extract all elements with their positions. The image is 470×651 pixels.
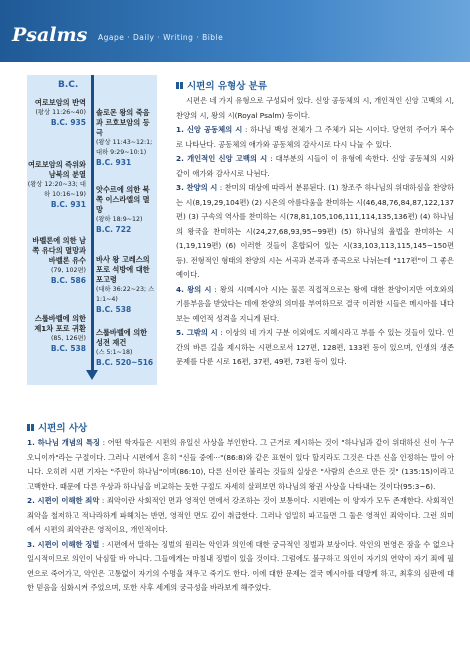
list-item: 3. 찬양의 시 : 찬미의 대상에 따라서 분류된다. (1) 창조주 하나님의 위대하심을 찬양하는 시(8,19,29,104편) (2) 시온의 아름다움을 찬미하는 시(46,48,76,84,87,122,137편) (3) 구속의 역사를 찬미하는 시(78,81,105,106,111,114,135,136편) (4) 하나님의 왕국을 찬미하는 시(24,27,68,93,95~99편) (5) 하나님의 율법을 찬미하는 시(1,19,119편) (6) 이러한 것들이 혼합되어 있는 시(33,103,113,115,145~150편 등). 전형적인 형태의 찬양의 시는 서곡과 본곡과 종곡으로 나뉘는데 "117편"이 그 좋은 예이다. (176, 183, 454, 279)
list-item: 2. 시편이 이해한 죄악 : 죄악이란 사회적인 면과 영적인 면에서 강조하는 것이 보통이다. 시편에는 이 양자가 모두 존재한다. 사회적인 죄악을 철저하고 적나라하게 파헤치는 반면, 영적인 면도 깊이 취급한다. 그러나 엄밀히 파고들면 그 둘은 영적인 죄악이다. 그런 의미에서 시편의 죄악관은 영적이요, 개인적이다. (27, 496, 454, 534)
page-header (0, 0, 470, 62)
section-marker-icon (176, 82, 183, 89)
timeline-era-label: B.C. (58, 80, 79, 90)
section-marker-icon (27, 424, 34, 431)
timeline-event: 바벨론에 의한 남쪽 유다의 멸망과 바벨론 유수 (79, 102편) B.C. 586 (32, 236, 86, 285)
list-item: 1. 신앙 공동체의 시 : 하나님 백성 전체가 그 주체가 되는 시이다. 당연히 주어가 복수로 나타난다. 공동체의 애가와 공동체의 감사시로 다시 나눌 수 있다. (176, 125, 455, 149)
header-tagline: Agape · Daily · Writing · Bible (98, 33, 224, 42)
list-item: 2. 개인적인 신앙 고백의 시 : 대부분의 시들이 이 유형에 속한다. 신앙 공동체의 시와 같이 애가와 감사시로 나뉜다. (176, 154, 454, 178)
list-item: 1. 하나님 개념의 특징 : 어떤 학자들은 시편의 유일신 사상을 부인한다. 그 근거로 제시하는 것이 "하나님과 같이 위대하신 신이 누구오니이까"라는 구절이다. 그러나 시편에서 흔히 "신들 중에···"(86:8)와 같은 표현이 있다 할지라도 그것은 다른 신을 인정하는 말이 아니다. 오히려 시편 기자는 "주만이 하나님"이며(86:10), 다른 신이란 불리는 것들의 실상은 "사람의 손으로 만든 것" (135:15)이라고 고백한다. 때문에 다른 우상과 하나님을 비교하는 듯한 구절도 자세히 살펴보면 하나님의 왕권 사상을 나타내는 것이다(95:3~6). (27, 438, 454, 491)
timeline-event: 앗수르에 의한 북쪽 이스라엘의 멸망 (왕하 18:9~12) B.C. 722 (96, 185, 150, 234)
section-body (176, 94, 454, 370)
timeline-event: 바사 왕 고레스의 포로 석방에 대한 포고령 (대하 36:22~23; 스 1:1~4) B.C. 538 (96, 255, 155, 314)
section-heading: 시편의 사상 (27, 420, 87, 434)
timeline-event: 스룹바벨에 의한 성전 재건 (스 5:1~18) B.C. 520~516 (96, 328, 154, 367)
list-item: 4. 왕의 시 : 왕의 시(메시아 시)는 물론 직접적으로는 왕에 대한 찬양이지만 여호와의 기름부음을 받았다는 데에 찬양의 의미를 부여하므로 결국 이러한 시들은 메시아를 내다보는 예언적 성격을 지니게 된다. (176, 284, 454, 323)
timeline-arrow-icon (86, 370, 98, 380)
intro-paragraph: 시편은 네 가지 유형으로 구성되어 있다. 신앙 공동체의 시, 개인적인 신앙 고백의 시, 찬양의 시, 왕의 시(Royal Psalm) 등이다. (176, 96, 454, 120)
timeline-event: 여로보암의 반역 (왕상 11:26~40) B.C. 935 (34, 98, 86, 127)
section-body (27, 436, 454, 596)
timeline-event: 솔로몬 왕의 죽음과 르호보암의 등극 (왕상 11:43~12:1; 대하 9:29~10:1) B.C. 931 (96, 108, 153, 167)
list-item: 3. 시편이 이해한 징벌 : 시편에서 말하는 징벌의 원리는 악인과 의인에 대한 궁극적인 징벌과 보상이다. 악인의 번영은 잠을 수 없으나 일시적이므로 의인이 낙심할 바 아니다. 그들에게는 마침내 징벌이 있을 것이다. 그럼에도 불구하고 의인이 자기의 연약이 자기 죄에 필연으로 죽어가고, 악인은 고통없이 자기의 수명을 채우고 죽기도 한다. 이에 대한 문제는 결국 메시아를 대망케 하고, 최후의 심판에 대한 믿음을 심화시켜 주었으며, 또한 사후 세계의 궁극성을 바라보게 해주었다. (27, 539, 454, 592)
section-heading: 시편의 유형상 분류 (176, 78, 267, 92)
book-title: Psalms (12, 24, 88, 46)
list-item: 5. 그밖의 시 : 이상의 네 가지 구분 이외에도 지혜시라고 부를 수 있는 것들이 있다. 인간의 바른 길을 제시하는 시편으로서 127편, 128편, 133편 등이 있으며, 인생의 생존 문제를 다룬 시로 16편, 37편, 49편, 73편 등이 있다. (176, 328, 455, 366)
timeline-event: 스룹바벨에 의한 제1차 포로 귀환 (85, 126편) B.C. 538 (34, 314, 86, 353)
timeline-axis (91, 75, 94, 375)
timeline-event: 여로보암의 즉위와 남북의 분열 (왕상 12:20~33; 대하 10:16~19) B.C. 931 (27, 160, 86, 209)
